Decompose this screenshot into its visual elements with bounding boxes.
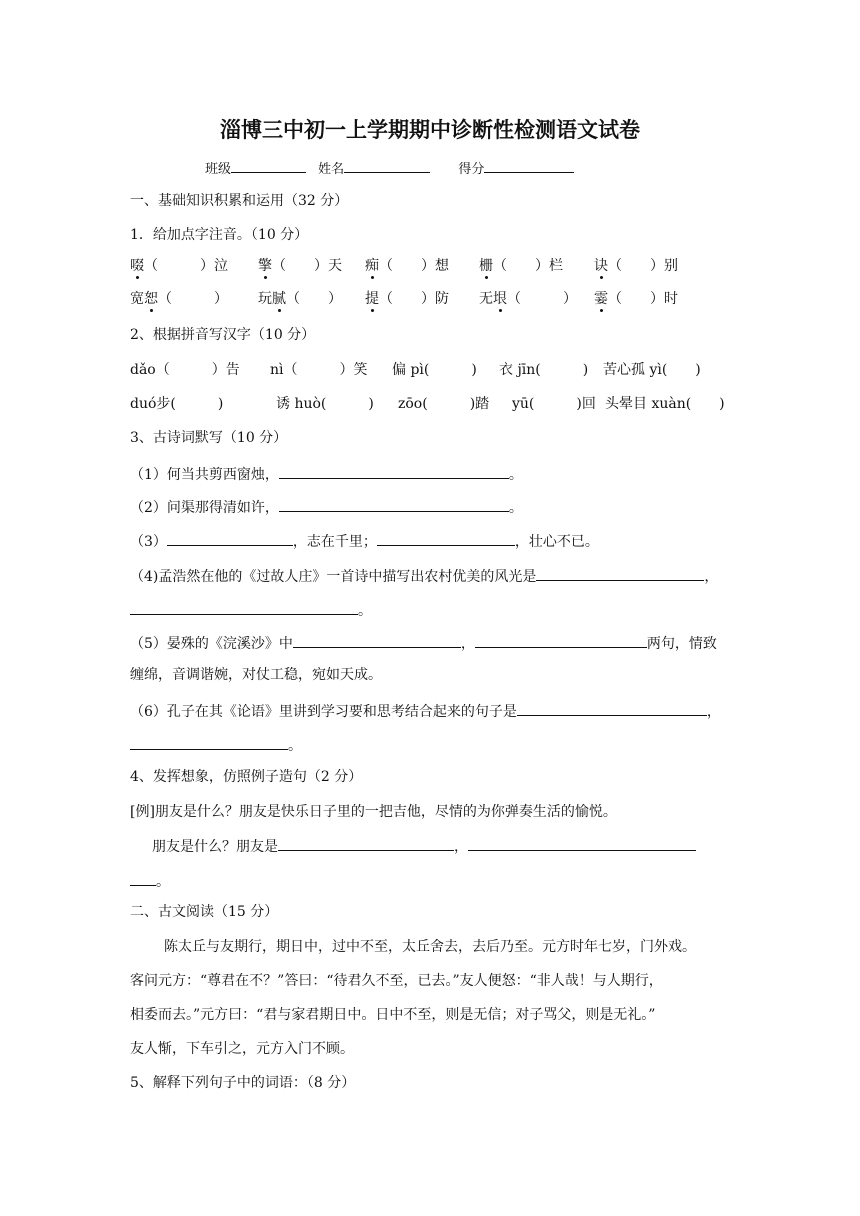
q4-prompt-cont: 。 <box>130 871 170 891</box>
dotted-char: 霎 <box>594 291 608 307</box>
dotted-char: 提 <box>365 291 379 307</box>
q1-item: 栅（ ）栏 <box>479 258 563 274</box>
q3-line-6: （6）孔子在其《论语》里讲到学习要和思考结合起来的句子是 ， <box>130 701 721 721</box>
section2-heading: 二、古文阅读（15 分） <box>130 904 279 920</box>
name-blank <box>344 158 430 173</box>
class-blank <box>231 158 306 173</box>
q1-item: 霎（ ）时 <box>594 291 678 307</box>
q3-line-5: （5）晏殊的《浣溪沙》中 ， 两句，情致 <box>130 633 717 653</box>
dotted-char: 诀 <box>594 258 608 274</box>
q1-heading: 1．给加点字注音。（10 分） <box>130 227 309 243</box>
q4-prompt: 朋友是什么？朋友是 ， <box>152 836 696 856</box>
score-label: 得分 <box>458 162 485 177</box>
score-blank <box>484 158 574 173</box>
q2-item: 衣 jīn( ) <box>499 362 589 378</box>
dotted-char: 啜 <box>130 258 144 274</box>
q4-heading: 4、发挥想象，仿照例子造句（2 分） <box>130 769 363 785</box>
q3-line-6-cont: 。 <box>130 735 302 755</box>
passage-line-1: 陈太丘与友期行，期日中，过中不至，太丘舍去，去后乃至。元方时年七岁，门外戏。 <box>164 939 696 955</box>
q3-line-4-cont: 。 <box>130 600 372 620</box>
q2-item: 苦心孤 yì( ) <box>603 362 701 378</box>
q1-item: 提（ ）防 <box>365 291 449 307</box>
q2-item: 头晕目 xuàn( ) <box>605 396 725 412</box>
q1-item: 啜（ ）泣 <box>130 258 228 274</box>
q3-heading: 3、古诗词默写（10 分） <box>130 430 288 446</box>
q3-line-5-cont: 缠绵，音调谐婉，对仗工稳，宛如天成。 <box>130 667 382 683</box>
q2-item: duó步( ) <box>130 396 224 412</box>
q2-heading: 2、根据拼音写汉字（10 分） <box>130 327 316 343</box>
dotted-char: 擎 <box>258 258 272 274</box>
q3-line-4: （4)孟浩然在他的《过故人庄》一首诗中描写出农村优美的风光是 ， <box>130 566 718 586</box>
q2-item: yū( )回 <box>512 396 596 412</box>
q1-item: 诀（ ）别 <box>594 258 678 274</box>
q3-line-1: （1）何当共剪西窗烛， 。 <box>130 464 523 484</box>
q3-line-2: （2）问渠那得清如许， 。 <box>130 497 523 517</box>
q2-item: 偏 pì( ) <box>392 362 477 378</box>
q2-item: nì（ ）笑 <box>270 362 368 378</box>
q1-item: 擎（ ）天 <box>258 258 342 274</box>
q2-item: zōo( )踏 <box>398 396 490 412</box>
dotted-char: 垠 <box>493 291 507 307</box>
q1-item: 无垠（ ） <box>479 291 577 307</box>
student-info-line <box>205 158 574 179</box>
q2-item: 诱 huò( ) <box>276 396 374 412</box>
q4-example: [例]朋友是什么？朋友是快乐日子里的一把吉他，尽情的为你弹奏生活的愉悦。 <box>130 804 617 820</box>
class-label: 班级 <box>205 162 232 177</box>
passage-line-4: 友人惭，下车引之，元方入门不顾。 <box>130 1041 354 1057</box>
dotted-char: 恕 <box>144 291 158 307</box>
dotted-char: 腻 <box>272 291 286 307</box>
name-label: 姓名 <box>318 162 345 177</box>
q1-item: 宽恕（ ） <box>130 291 228 307</box>
q5-heading: 5、解释下列句子中的词语：（8 分） <box>130 1075 356 1091</box>
q1-item: 玩腻（ ） <box>258 291 342 307</box>
passage-line-2: 客问元方：“尊君在不？”答曰：“待君久不至，已去。”友人便怒：“非人哉！与人期行， <box>130 973 663 989</box>
page-title: 淄博三中初一上学期期中诊断性检测语文试卷 <box>220 118 640 142</box>
passage-line-3: 相委而去。”元方曰：“君与家君期日中。日中不至，则是无信；对子骂父，则是无礼。” <box>130 1007 656 1023</box>
q3-line-3: （3） ，志在千里； ，壮心不已。 <box>130 531 599 551</box>
q1-item: 痴（ ）想 <box>365 258 449 274</box>
section1-heading: 一、基础知识积累和运用（32 分） <box>130 193 349 209</box>
dotted-char: 痴 <box>365 258 379 274</box>
q2-item: dǎo（ ）告 <box>130 362 240 378</box>
dotted-char: 栅 <box>479 258 493 274</box>
